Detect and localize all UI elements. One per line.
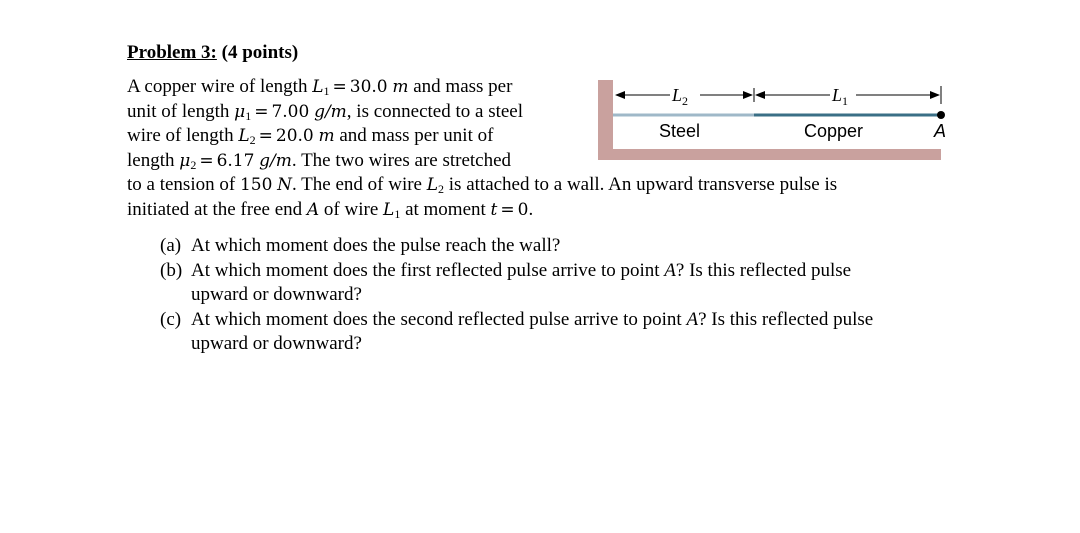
question-line: upward or downward? [191,333,362,354]
problem-label: Problem 3: [127,42,217,63]
value: 6.17 [216,150,255,171]
question-a [160,234,873,259]
equals: = [500,199,515,220]
question-list [160,234,873,357]
var-L: L [312,77,324,97]
question-line: upward or downward? [191,284,362,305]
value: 7.00 [271,101,310,122]
var-L: L [238,126,250,146]
copper-label: Copper [804,121,864,141]
question-text: At which moment does the pulse reach the wall? [191,235,561,256]
point-A: A [306,199,320,220]
intro-line-2 [127,100,523,125]
subscript: 1 [323,84,330,98]
l1-label: $L_1$ [832,85,849,108]
equals: = [332,77,347,97]
intro-line-6 [127,198,533,223]
text: and mass per unit of [334,125,494,146]
text: initiated at the free end [127,198,307,220]
problem-points: (4 points) [221,42,299,63]
intro-line-1 [127,75,512,100]
value: 0 [517,199,529,220]
unit: m [392,77,409,97]
value: 150 [239,175,273,195]
text: to a tension of [127,174,240,195]
text: of wire [319,198,384,220]
question-b [160,259,873,308]
value: 30.0 [349,77,388,97]
end-point-dot [937,111,945,119]
var-L: L [383,199,395,220]
unit: N [277,175,293,195]
question-text: ? Is this reflected pulse [698,308,874,330]
equals: = [258,126,273,146]
point-A: A [664,259,676,281]
text: at moment [400,198,491,220]
text: . The two wires are stretched [291,149,512,171]
equals: = [199,150,214,171]
subscript: 1 [394,206,401,221]
question-line [191,308,873,333]
question-text: At which moment does the second reflected pulse arrive to point [191,308,687,330]
text: is attached to a wall. An upward transverse pulse is [444,174,838,195]
wall [598,80,613,160]
problem-heading [127,42,298,64]
floor [598,149,941,160]
question-text: ? Is this reflected pulse [675,259,852,281]
text: and mass per [408,76,513,97]
text: length [127,149,180,171]
question-label: (a) [160,235,182,256]
var-mu: μ [234,101,246,122]
question-c [160,308,873,357]
text: . The end of wire [292,174,427,195]
unit: g/m [314,101,347,122]
var-mu: μ [179,150,191,171]
intro-line-3 [127,124,493,149]
var-L: L [426,175,439,195]
end-label: A [934,121,947,141]
text: , is connected to a steel [346,100,524,122]
text: wire of length [127,125,239,146]
intro-line-5 [127,173,837,198]
unit: m [318,126,335,146]
question-label: (c) [160,308,182,330]
var-t: t [490,199,498,220]
question-line [191,259,873,284]
intro-line-4 [127,149,511,174]
question-text: At which moment does the first reflected pulse arrive to point [191,259,665,281]
text: A copper wire of length [127,76,313,97]
steel-label: Steel [659,121,701,141]
wire-diagram-svg [598,80,948,164]
subscript: 2 [190,157,197,172]
question-label: (b) [160,259,183,281]
subscript: 1 [245,108,252,123]
text: . [528,198,534,220]
value: 20.0 [275,126,314,146]
point-A: A [686,308,699,330]
equals: = [254,101,269,122]
subscript: 2 [249,133,256,147]
l2-label: $L_2$ [672,85,689,108]
unit: g/m [259,150,292,171]
subscript: 2 [438,182,445,196]
wire-diagram [598,80,948,164]
text: unit of length [127,100,235,122]
